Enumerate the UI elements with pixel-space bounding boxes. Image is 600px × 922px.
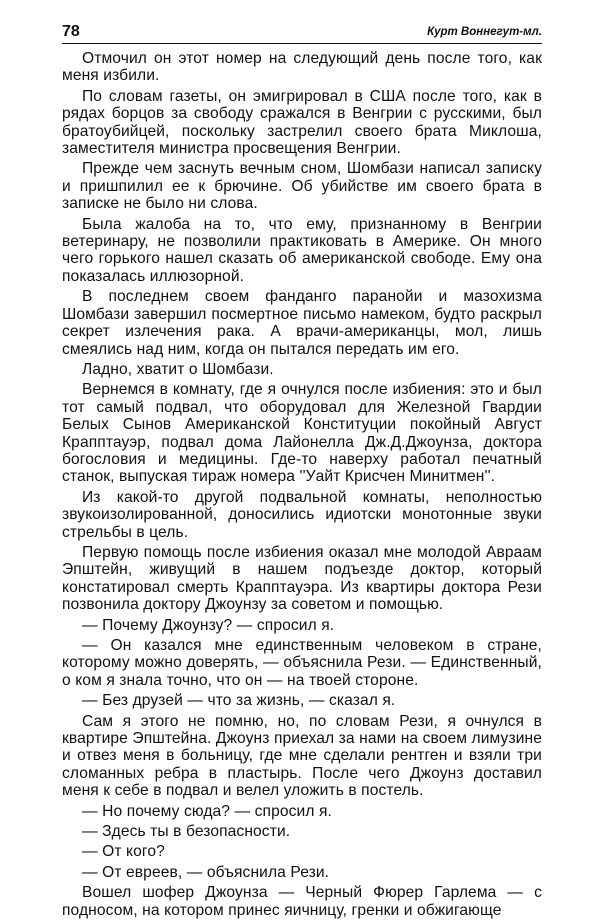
paragraph: По словам газеты, он эмигрировал в США после того, как в рядах борцов за свободу сражался в Венгрии с русскими, был братоубийцей, поскольку застрелил своего брата Миклоша, заместителя министра просвещения Венгрии. bbox=[62, 87, 542, 158]
body-text bbox=[62, 50, 542, 922]
dialogue-line: — От евреев, — объяснила Рези. bbox=[82, 863, 330, 881]
dialogue-line: — Но почему сюда? — спросил я. bbox=[82, 802, 332, 820]
dialogue-line: — Здесь ты в безопасности. bbox=[82, 823, 291, 841]
dialogue-line: — Без друзей — что за жизнь, — сказал я. bbox=[82, 692, 396, 710]
header-rule bbox=[62, 43, 542, 44]
dialogue-line: — Почему Джоунзу? — спросил я. bbox=[82, 616, 335, 634]
paragraph: Отмочил он этот номер на следующий день после того, как меня избили. bbox=[62, 50, 542, 85]
dialogue-line: — От кого? bbox=[82, 843, 165, 861]
paragraph: Первую помощь после избиения оказал мне молодой Авраам Эпштейн, живущий в нашем подъезде доктор, который констатировал смерть Крапптауэра. Из квартиры доктора Рези позвонила доктору Джоунзу за советом и помощью. bbox=[62, 543, 542, 614]
paragraph: Сам я этого не помню, но, по словам Рези, я очнулся в квартире Эпштейна. Джоунз приехал за нами на своем лимузине и отвез меня в больницу, где мне сделали рентген и взяли три сломанных ребра в пластырь. После чего Джоунз доставил меня к себе в подвал и велел уложить в постель. bbox=[62, 712, 542, 800]
paragraph: Вошел шофер Джоунза — Черный Фюрер Гарлема — с подносом, на котором принес яичницу, гренки и обжигающе bbox=[62, 884, 542, 919]
paragraph: Ладно, хватит о Шомбази. bbox=[82, 360, 274, 378]
paragraph: В последнем своем фанданго паранойи и мазохизма Шомбази завершил посмертное письмо намеком, будто раскрыл секрет излечения рака. А врачи-американцы, мол, лишь смеялись над ним, когда он пытался передать им его. bbox=[62, 288, 542, 358]
dialogue-line: — Он казался мне единственным человеком в стране, которому можно доверять, — объяснила Рези. — Единственный, о ком я знала точно, что он — на твоей стороне. bbox=[62, 637, 542, 689]
running-head: Курт Воннегут-мл. bbox=[427, 26, 542, 38]
paragraph: Была жалоба на то, что ему, признанному в Венгрии ветеринару, не позволили практиковать в Америке. Он много чего горького нашел сказать об американской свободе. Ему она показалась иллюзорной. bbox=[62, 215, 542, 285]
paragraph: Прежде чем заснуть вечным сном, Шомбази написал записку и пришпилил ее к брючине. Об убийстве им своего брата в записке не было ни слова. bbox=[62, 160, 542, 213]
page-header bbox=[62, 22, 542, 46]
page-number: 78 bbox=[62, 23, 80, 40]
paragraph: Из какой-то другой подвальной комнаты, неполностью звукоизолированной, доносились идиотски монотонные звуки стрельбы в цель. bbox=[62, 488, 542, 541]
paragraph: Вернемся в комнату, где я очнулся после избиения: это и был тот самый подвал, что оборудовал для Железной Гвардии Белых Сынов Американской Конституции покойный Август Крапптауэр, подвал дома Лайонелла Дж.Д.Джоунза, доктора богословия и медицины. Где-то наверху работал печатный станок, выпуская тираж номера ''Уайт Крисчен Минитмен''. bbox=[62, 381, 542, 486]
